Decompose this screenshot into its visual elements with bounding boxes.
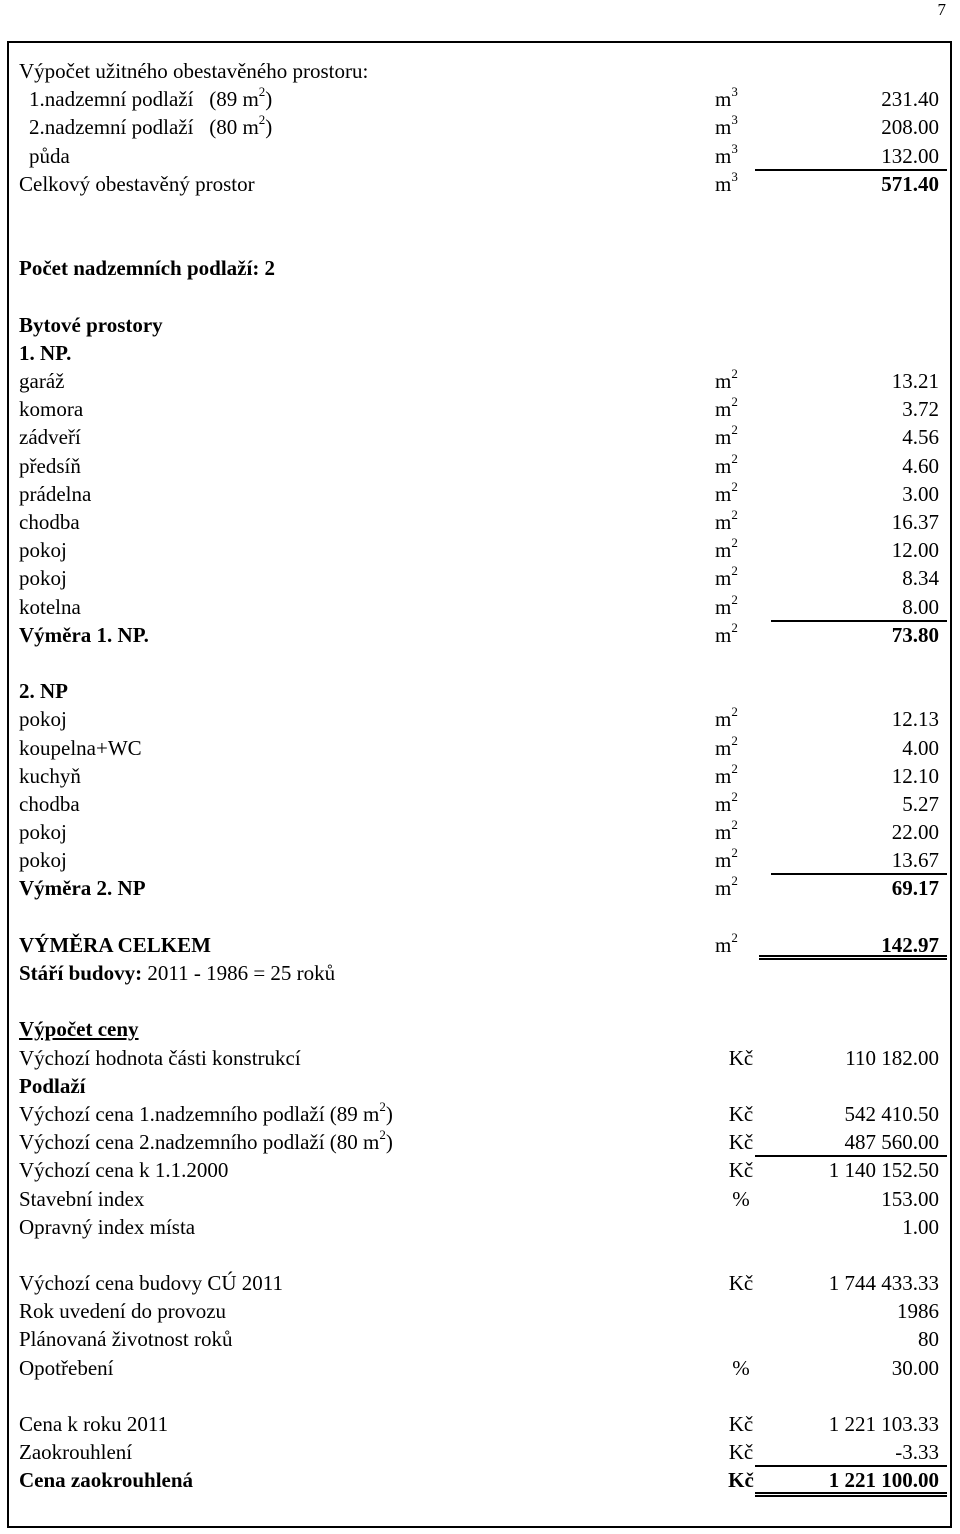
price-row: Cena k roku 2011 Kč 1 221 103.33 [19,1412,939,1436]
section-heading: 1. NP. [19,340,72,365]
document-content [19,57,939,1495]
volume-title: Výpočet užitného obestavěného prostoru: [19,59,369,83]
room-row: pokoj $m^2$ 12.13 [19,704,939,732]
room-row: předsíň $m^2$ 4.60 [19,450,939,478]
unit: $m^3$ [715,168,738,196]
room-row: kuchyň $m^2$ 12.10 [19,760,939,788]
document-frame [7,41,952,1528]
room-row: prádelna $m^2$ 3.00 [19,478,939,506]
row-label: 2.nadzemní podlaží [29,115,194,140]
volume-row: 2.nadzemní podlaží (80 $m^2$) $m^3$ 208.00 [19,113,939,141]
unit: $m^3$ [715,140,738,168]
value: 571.40 [881,171,939,196]
room-row: zádveří $m^2$ 4.56 [19,422,939,450]
floors-title-row [19,1072,939,1100]
room-row: kotelna $m^2$ 8.00 [19,591,939,619]
price-row: Výchozí hodnota části konstrukcí Kč 110 182.00 [19,1045,939,1070]
row-label: Celkový obestavěný prostor [19,171,255,196]
double-underline [755,1492,947,1497]
section-heading: Výpočet ceny [19,1017,139,1042]
room-row: komora $m^2$ 3.72 [19,394,939,422]
value: 231.40 [881,87,939,112]
grand-total-row: VÝMĚRA CELKEM $m^2$ 142.97 [19,931,939,959]
price-row: Opotřebení % 30.00 [19,1355,939,1380]
room-row: pokoj $m^2$ 22.00 [19,817,939,845]
room-row: chodba $m^2$ 16.37 [19,507,939,534]
volume-total-row [19,170,939,198]
np2-total-row: Výměra 2. NP $m^2$ 69.17 [19,874,939,902]
section-heading: 2. NP [19,679,68,704]
np2-title-row [19,677,939,705]
room-row: pokoj $m^2$ 8.34 [19,563,939,591]
room-row: pokoj $m^2$ 13.67 [19,845,939,873]
floors-count-row [19,254,939,282]
volume-row: 1.nadzemní podlaží (89 $m^2$) $m^3$ 231.40 [19,85,939,113]
page-number: 7 [937,0,946,19]
floors-count: Počet nadzemních podlaží: 2 [19,256,276,281]
price-row: Zaokrouhlení Kč -3.33 [19,1440,939,1465]
value: 132.00 [881,143,939,168]
price-row: Výchozí cena 1.nadzemního podlaží (89 $m^2$) Kč 542 410.50 [19,1098,939,1126]
rounded-price-row: Cena zaokrouhlená Kč 1 221 100.00 [19,1466,939,1494]
price-row: Stavební index % 153.00 [19,1186,939,1211]
np1-total-row: Výměra 1. NP. $m^2$ 73.80 [19,621,939,649]
age-text: 2011 - 1986 = 25 roků [142,961,336,985]
section-heading: Podlaží [19,1073,86,1098]
living-title-row [19,311,939,339]
room-row: chodba $m^2$ 5.27 [19,788,939,816]
price-row: Rok uvedení do provozu 1986 [19,1299,939,1324]
price-row: Výchozí cena 2.nadzemního podlaží (80 $m^2$) Kč 487 560.00 [19,1127,939,1155]
section-heading: Bytové prostory [19,312,163,337]
price-row: Výchozí cena k 1.1.2000 Kč 1 140 152.50 [19,1156,939,1184]
row-label: půda [29,143,70,168]
price-row: Výchozí cena budovy CÚ 2011 Kč 1 744 433.33 [19,1271,939,1296]
room-row: garáž $m^2$ 13.21 [19,366,939,394]
volume-title-row [19,57,939,85]
row-label: 1.nadzemní podlaží [29,87,194,112]
value: 208.00 [881,115,939,140]
age-row [19,959,939,987]
room-row: koupelna+WC $m^2$ 4.00 [19,732,939,760]
age-label: Stáří budovy: [19,961,143,985]
unit: $m^3$ [715,84,738,112]
price-row: Plánovaná životnost roků 80 [19,1327,939,1352]
price-title-row [19,1015,939,1043]
room-row: pokoj $m^2$ 12.00 [19,535,939,563]
volume-row [19,142,939,170]
price-row: Opravný index místa 1.00 [19,1214,939,1239]
np1-title-row [19,339,939,367]
unit: $m^3$ [715,112,738,140]
